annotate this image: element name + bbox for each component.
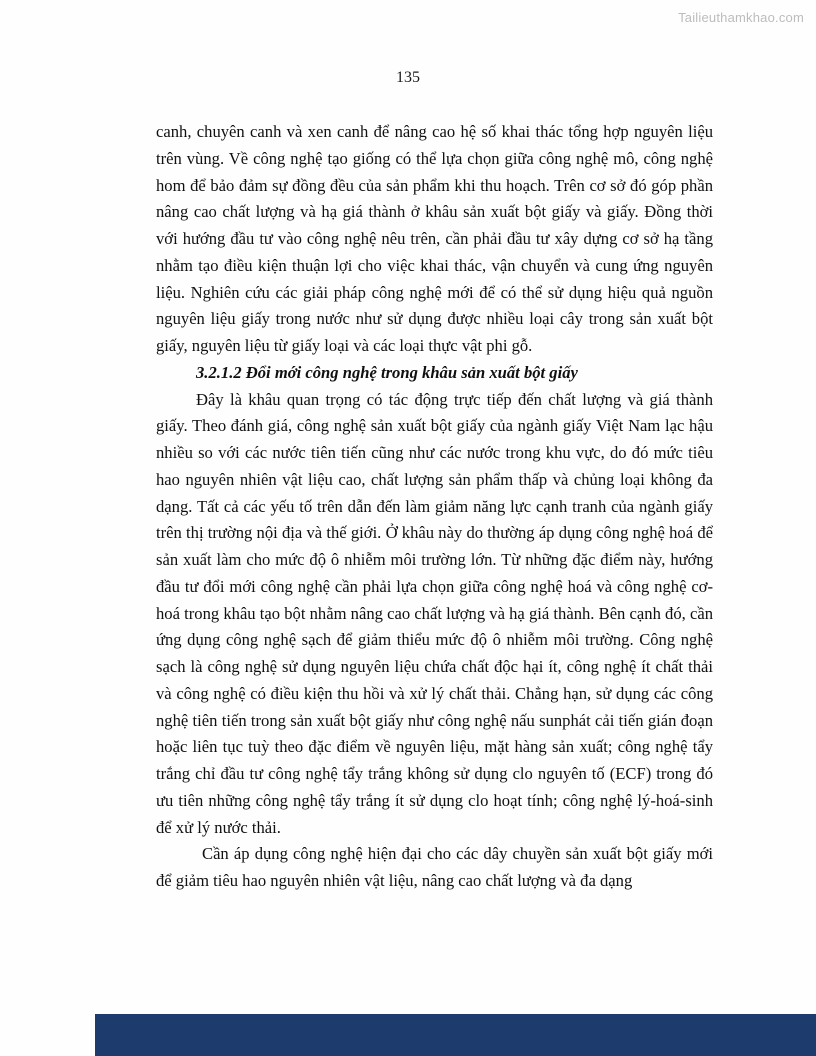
page-content: [156, 119, 713, 895]
watermark: Tailieuthamkhao.com: [678, 10, 804, 25]
page-number: 135: [396, 69, 420, 86]
footer-bar: [95, 1014, 816, 1056]
paragraph-body: Đây là khâu quan trọng có tác động trực tiếp đến chất lượng và giá thành giấy. Theo đánh giá, công nghệ sản xuất bột giấy của ngành giấy Việt Nam lạc hậu nhiều so với các nước tiên tiến cũng như các nước trong khu vực, do đó mức tiêu hao nguyên nhiên vật liệu cao, chất lượng sản phẩm thấp và chủng loại không đa dạng. Tất cả các yếu tố trên dẫn đến làm giảm năng lực cạnh tranh của ngành giấy trên thị trường nội địa và thế giới. Ở khâu này do thường áp dụng công nghệ hoá để sản xuất làm cho mức độ ô nhiễm môi trường lớn. Từ những đặc điểm này, hướng đầu tư đổi mới công nghệ cần phải lựa chọn giữa công nghệ hoá và công nghệ cơ-hoá trong khâu tạo bột nhằm nâng cao chất lượng và hạ giá thành. Bên cạnh đó, cần ứng dụng công nghệ sạch để giảm thiểu mức độ ô nhiễm môi trường. Công nghệ sạch là công nghệ sử dụng nguyên liệu chứa chất độc hại ít, công nghệ ít chất thải và công nghệ có điều kiện thu hồi và xử lý chất thải. Chẳng hạn, sử dụng các công nghệ tiên tiến trong sản xuất bột giấy như công nghệ nấu sunphát cải tiến gián đoạn hoặc liên tục tuỳ theo đặc điểm về nguyên liệu, mặt hàng sản xuất; công nghệ tẩy trắng chỉ đầu tư công nghệ tẩy trắng không sử dụng clo nguyên tố (ECF) trong đó ưu tiên những công nghệ tẩy trắng ít sử dụng clo hoạt tính; công nghệ lý-hoá-sinh để xử lý nước thải.: [156, 389, 713, 837]
paragraph-body: Cần áp dụng công nghệ hiện đại cho các dây chuyền sản xuất bột giấy mới để giảm tiêu hao nguyên nhiên vật liệu, nâng cao chất lượng và đa dạng: [156, 844, 713, 890]
section-heading: 3.2.1.2 Đổi mới công nghệ trong khâu sản xuất bột giấy: [196, 362, 578, 382]
paragraph-continuation: canh, chuyên canh và xen canh để nâng cao hệ số khai thác tổng hợp nguyên liệu trên vùng. Về công nghệ tạo giống có thể lựa chọn giữa công nghệ mô, công nghệ hom để bảo đảm sự đồng đều của sản phẩm khi thu hoạch. Trên cơ sở đó góp phần nâng cao chất lượng và hạ giá thành ở khâu sản xuất bột giấy và giấy. Đồng thời với hướng đầu tư vào công nghệ nêu trên, cần phải đầu tư xây dựng cơ sở hạ tầng nhằm tạo điều kiện thuận lợi cho việc khai thác, vận chuyển và cung ứng nguyên liệu. Nghiên cứu các giải pháp công nghệ mới để có thể sử dụng hiệu quả nguồn nguyên liệu giấy trong nước như sử dụng được nhiều loại cây trong sản xuất bột giấy, nguyên liệu từ giấy loại và các loại thực vật phi gỗ.: [156, 122, 713, 355]
